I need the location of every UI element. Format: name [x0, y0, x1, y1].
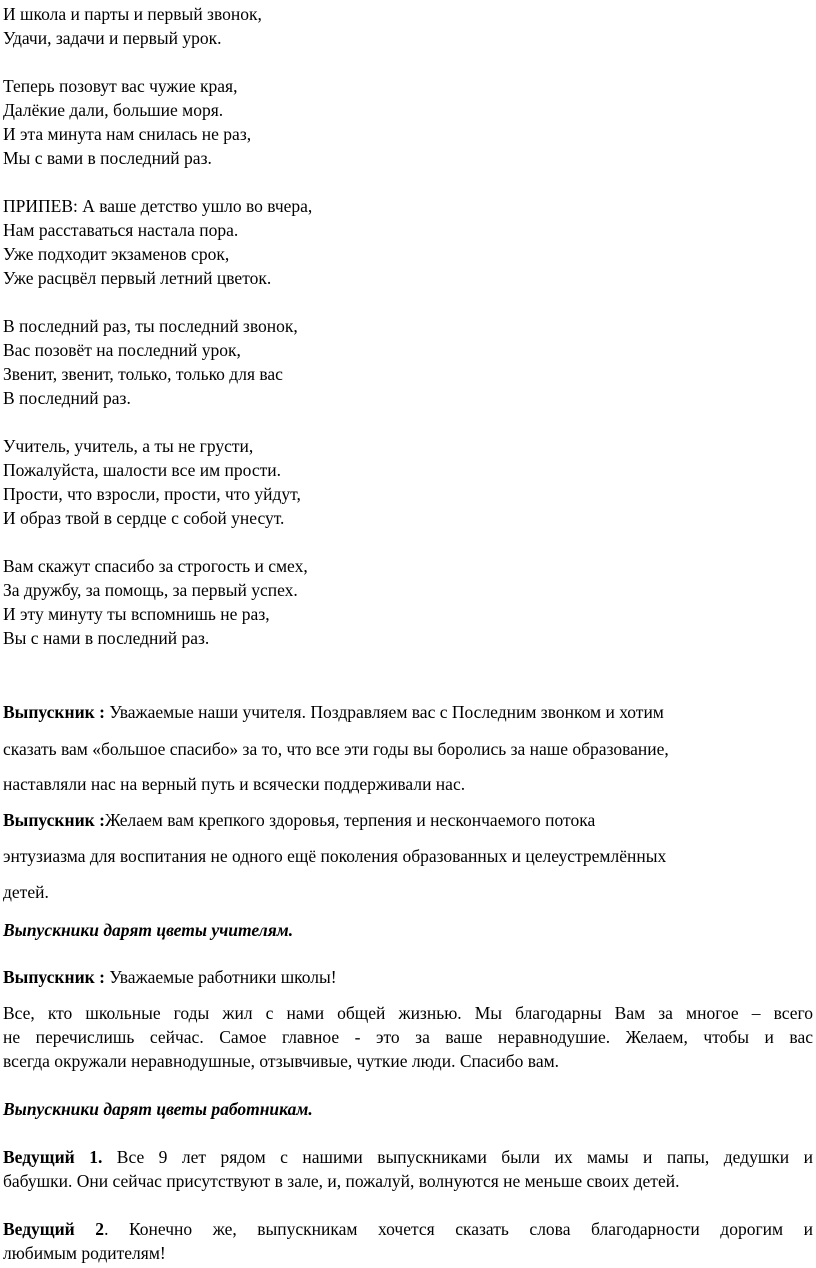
- speech-text: энтузиазма для воспитания не одного ещё поколения образованных и целеустремлённых: [3, 846, 667, 866]
- poem-line: Удачи, задачи и первый урок.: [3, 28, 222, 48]
- poem-line: Теперь позовут вас чужие края,: [3, 76, 238, 96]
- speech-graduate-1: [3, 700, 664, 724]
- poem-line: Уже подходит экзаменов срок,: [3, 244, 230, 264]
- poem-line: Далёкие дали, большие моря.: [3, 100, 224, 120]
- speech-text: сказать вам «большое спасибо» за то, что все эти годы вы боролись за наше образование,: [3, 739, 669, 759]
- paragraph-line: всегда окружали неравнодушные, отзывчивые, чуткие люди. Спасибо вам.: [3, 1051, 560, 1071]
- stage-direction: Выпускники дарят цветы учителям.: [3, 920, 294, 940]
- poem-line: Звенит, звенит, только, только для вас: [3, 364, 283, 384]
- speech-text: детей.: [3, 882, 49, 902]
- paragraph-line: Все, кто школьные годы жил с нами общей жизнью. Мы благодарны Вам за многое – всего: [3, 1003, 813, 1023]
- stage-direction: Выпускники дарят цветы работникам.: [3, 1099, 313, 1119]
- host-1-speech: [3, 1145, 813, 1169]
- poem-line: Вам скажут спасибо за строгость и смех,: [3, 556, 308, 576]
- speech-text: Уважаемые наши учителя. Поздравляем вас с Последним звонком и хотим: [104, 702, 664, 722]
- poem-line: Пожалуйста, шалости все им прости.: [3, 460, 281, 480]
- poem-line: И школа и парты и первый звонок,: [3, 4, 262, 24]
- speech-graduate-3: [3, 965, 337, 989]
- speech-text: бабушки. Они сейчас присутствуют в зале, и, пожалуй, волнуются не меньше своих детей.: [3, 1171, 680, 1191]
- speaker-label: Выпускник :: [3, 702, 105, 722]
- speech-text: Все 9 лет рядом с нашими выпускниками были их мамы и папы, дедушки и: [102, 1147, 813, 1167]
- speaker-label: Ведущий 2: [3, 1219, 105, 1239]
- poem-line: Вас позовёт на последний урок,: [3, 340, 241, 360]
- speaker-label: Выпускник :: [3, 967, 105, 987]
- poem-line: В последний раз, ты последний звонок,: [3, 316, 298, 336]
- speech-text: Желаем вам крепкого здоровья, терпения и нескончаемого потока: [104, 810, 596, 830]
- poem-line: Уже расцвёл первый летний цветок.: [3, 268, 272, 288]
- poem-line: Вы с нами в последний раз.: [3, 628, 210, 648]
- poem-line: Мы с вами в последний раз.: [3, 148, 212, 168]
- poem-line: И эта минута нам снилась не раз,: [3, 124, 252, 144]
- speaker-label: Ведущий 1.: [3, 1147, 103, 1167]
- poem-line: И образ твой в сердце с собой унесут.: [3, 508, 285, 528]
- speech-text: . Конечно же, выпускникам хочется сказать слова благодарности дорогим и: [104, 1219, 813, 1239]
- poem-line: За дружбу, за помощь, за первый успех.: [3, 580, 298, 600]
- poem-line: И эту минуту ты вспомнишь не раз,: [3, 604, 270, 624]
- poem-line: Нам расставаться настала пора.: [3, 220, 239, 240]
- poem-line: Учитель, учитель, а ты не грусти,: [3, 436, 254, 456]
- poem-line: ПРИПЕВ: А ваше детство ушло во вчера,: [3, 196, 313, 216]
- paragraph-line: не перечислишь сейчас. Самое главное - это за ваше неравнодушие. Желаем, чтобы и вас: [3, 1027, 813, 1047]
- speech-text: Уважаемые работники школы!: [104, 967, 337, 987]
- host-2-speech: [3, 1217, 813, 1241]
- speech-text: любимым родителям!: [3, 1243, 166, 1263]
- poem-line: Прости, что взросли, прости, что уйдут,: [3, 484, 301, 504]
- speech-graduate-2: [3, 808, 595, 832]
- poem-line: В последний раз.: [3, 388, 131, 408]
- speaker-label: Выпускник :: [3, 810, 105, 830]
- speech-text: наставляли нас на верный путь и всячески поддерживали нас.: [3, 774, 466, 794]
